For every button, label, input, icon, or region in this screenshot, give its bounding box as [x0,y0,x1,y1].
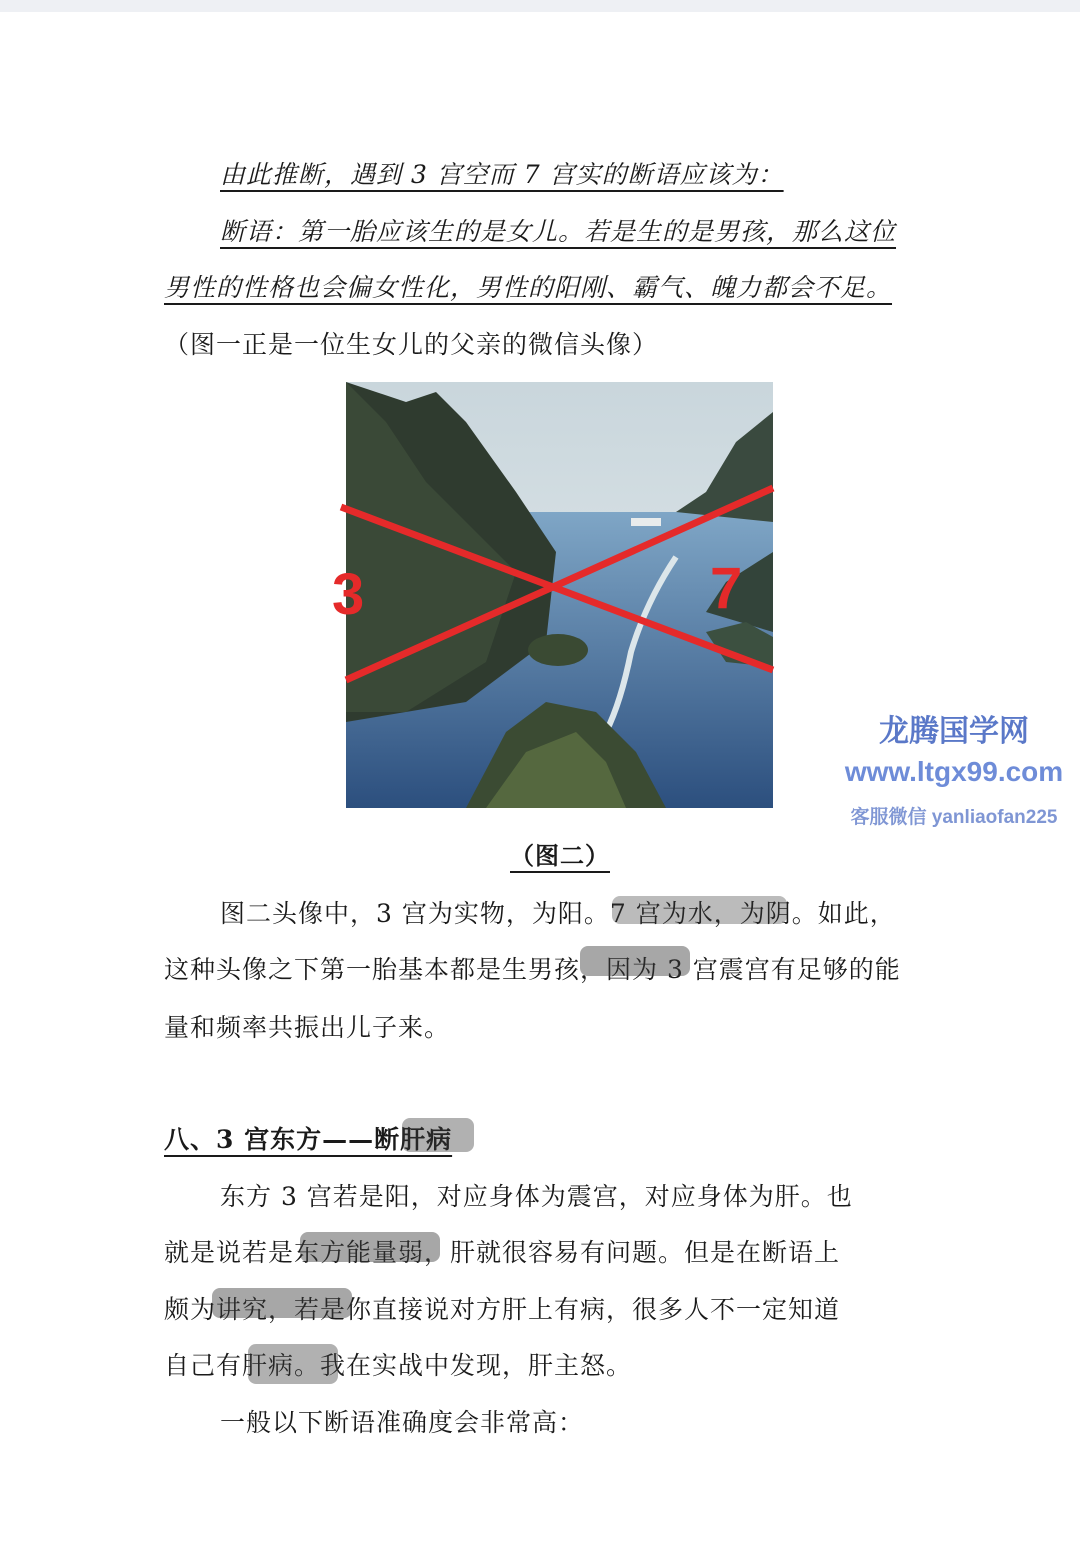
scribble-mark [248,1344,338,1384]
section8-line-3: 颇为讲究，若是你直接说对方肝上有病，很多人不一定知道 [164,1295,841,1324]
scribble-mark [580,946,690,976]
house-7-label: 7 [710,556,743,621]
scribble-mark [212,1288,352,1318]
house-3-label: 3 [332,562,365,627]
section8-line-2: 就是说若是东方能量弱，肝就很容易有问题。但是在断语上 [164,1238,841,1267]
figure-note: （图一正是一位生女儿的父亲的微信头像） [164,330,659,359]
section-8-title: 八、3 宫东方——断肝病 [164,1125,453,1154]
islet [528,634,588,666]
landscape-photo [332,382,773,808]
paragraph2-line-3: 量和频率共振出儿子来。 [164,1013,451,1042]
paragraph2-line-2: 这种头像之下第一胎基本都是生男孩，因为 3 宫震宫有足够的能 [164,955,901,984]
paragraph2-line-1: 图二头像中，3 宫为实物，为阳。7 宫为水，为阴。如此， [220,899,896,928]
section8-line-4: 自己有肝病。我在实战中发现，肝主怒。 [164,1351,633,1380]
scribble-mark [300,1232,440,1262]
top-bar [0,0,1080,12]
deduction-line: 由此推断，遇到 3 宫空而 7 宫实的断语应该为： [220,160,784,189]
section8-line-1: 东方 3 宫若是阳，对应身体为震宫，对应身体为肝。也 [220,1182,853,1211]
watermark-site-name: 龙腾国学网 [879,715,1029,748]
boat [631,518,661,526]
verdict-line-1: 断语：第一胎应该生的是女儿。若是生的是男孩，那么这位 [220,217,897,246]
figure-caption: （图二） [510,841,610,870]
section8-line-5: 一般以下断语准确度会非常高： [220,1408,585,1437]
watermark-service: 客服微信 yanliaofan225 [850,807,1058,828]
watermark-url: www.ltgx99.com [844,756,1064,787]
scribble-mark [402,1118,474,1152]
scribble-mark [612,896,787,924]
verdict-line-2: 男性的性格也会偏女性化，男性的阳刚、霸气、魄力都会不足。 [164,273,893,302]
